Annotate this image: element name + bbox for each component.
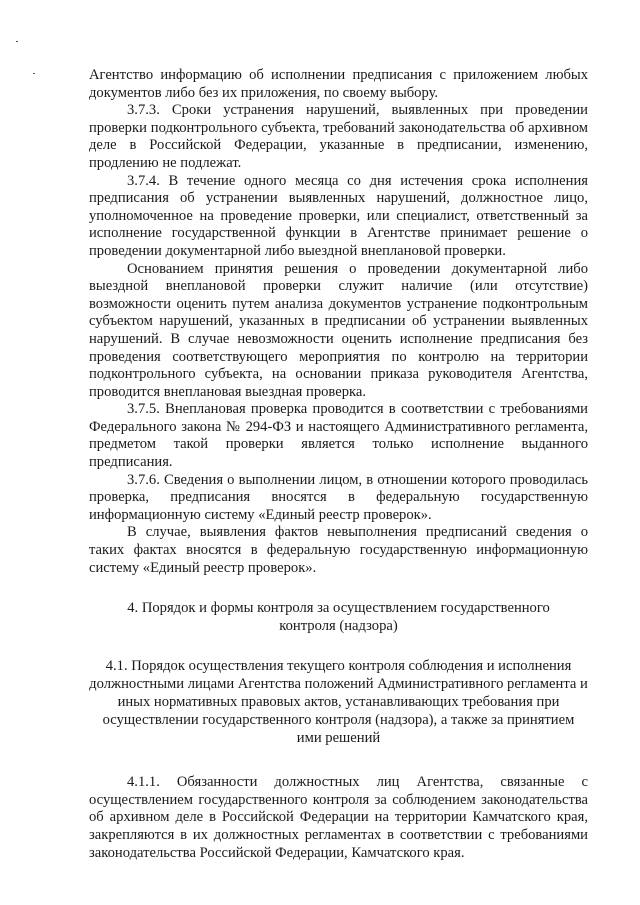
scan-mark — [33, 73, 35, 74]
paragraph-violations: В случае, выявления фактов невыполнения предписаний сведения о таких фактах вносятся в федеральную государственную информационную систему «Единый реестр проверок». — [89, 524, 588, 576]
paragraph-3-7-5: 3.7.5. Внеплановая проверка проводится в соответствии с требованиями Федерального закона № 294-ФЗ и настоящего Административного регламента, предметом такой проверки является только исполнение выданного предписания. — [89, 401, 588, 471]
section-heading-4: 4. Порядок и формы контроля за осуществлением государственного контроля (надзора) — [127, 600, 550, 635]
paragraph-3-7-4: 3.7.4. В течение одного месяца со дня истечения срока исполнения предписания об устранении выявленных нарушений, должностное лицо, уполномоченное на проведение проверки, или специалист, ответственный за исполнение государственной функции в Агентстве принимает решение о проведении документарной либо выездной внеплановой проверки. — [89, 172, 588, 259]
paragraph-3-7-3: 3.7.3. Сроки устранения нарушений, выявленных при проведении проверки подконтрольного субъекта, требований законодательства об архивном деле в Российской Федерации, указанные в предписании, изменению, продлению не подлежат. — [89, 102, 588, 171]
paragraph-grounds: Основанием принятия решения о проведении документарной либо выездной внеплановой проверки служит наличие (или отсутствие) возможности оценить путем анализа документов устранение подконтрольным субъектом нарушений, указанных в предписании об устранении выявленных нарушений. В случае невозможности оценить исполнение предписания без проведения соответствующего мероприятия по контролю на территории подконтрольного субъекта, на основании приказа руководителя Агентства, проводится внеплановая выездная проверка. — [89, 260, 588, 400]
paragraph-4-1-1: 4.1.1. Обязанности должностных лиц Агентства, связанные с осуществлением государственного контроля за соблюдением законодательства об архивном деле в Российской Федерации на территории Камчатского края, закрепляются в их должностных регламентах в соответствии с требованиями законодательства Российской Федерации, Камчатского края. — [89, 774, 588, 861]
paragraph-3-7-6: 3.7.6. Сведения о выполнении лицом, в отношении которого проводилась проверка, предписания вносятся в федеральную государственную информационную систему «Единый реестр проверок». — [89, 471, 588, 523]
paragraph-continuation: Агентство информацию об исполнении предписания с приложением любых документов либо без их приложения, по своему выбору. — [89, 67, 588, 101]
subsection-heading-4-1: 4.1. Порядок осуществления текущего контроля соблюдения и исполнения должностными лицами Агентства положений Административного регламента и иных нормативных правовых актов, устанавливающих требования при осуществлении государственного контроля (надзора), а также за принятием ими решений — [89, 658, 588, 747]
document-body — [89, 67, 588, 862]
scan-mark — [16, 41, 18, 42]
